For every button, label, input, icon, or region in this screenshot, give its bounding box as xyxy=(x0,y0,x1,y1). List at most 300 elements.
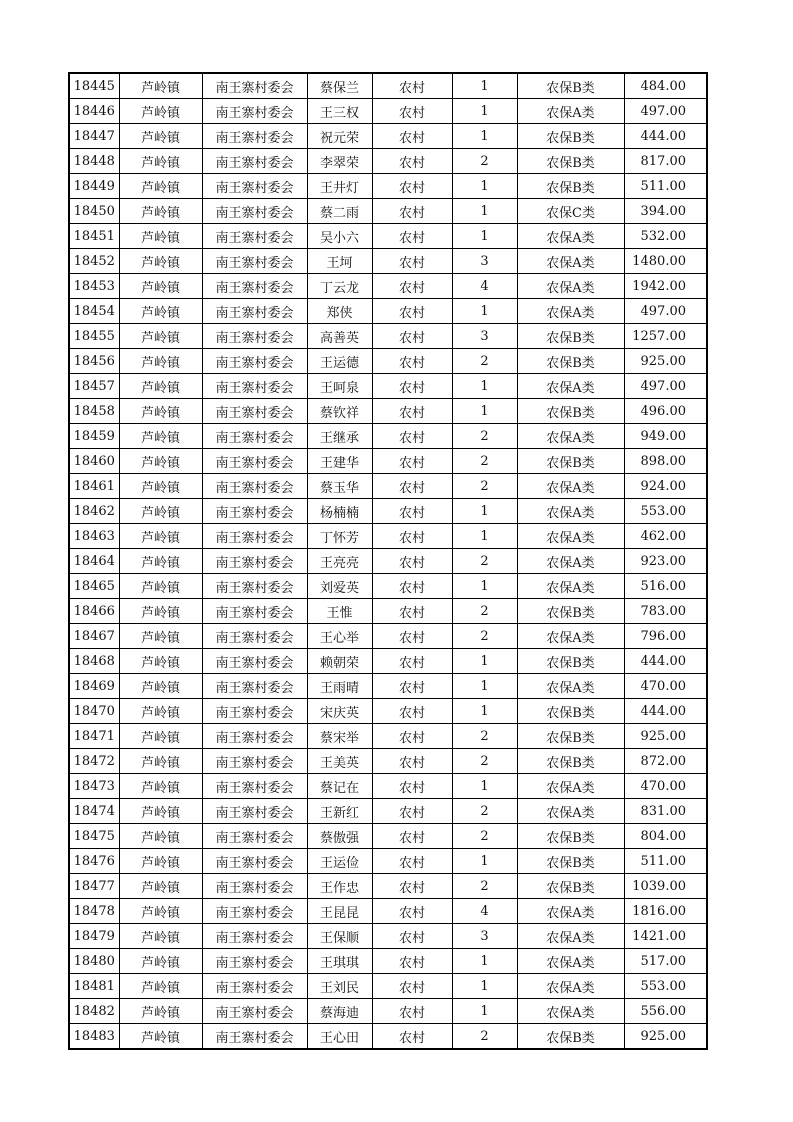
town-cell: 芦岭镇 xyxy=(119,674,202,699)
town-cell: 芦岭镇 xyxy=(119,524,202,549)
table-row xyxy=(69,149,707,174)
insurance-class-cell: 农保B类 xyxy=(517,149,624,174)
table-row xyxy=(69,299,707,324)
insurance-class-cell: 农保B类 xyxy=(517,649,624,674)
row-number: 18481 xyxy=(69,974,119,999)
insurance-class-cell: 农保B类 xyxy=(517,699,624,724)
table-row xyxy=(69,249,707,274)
row-number: 18475 xyxy=(69,824,119,849)
area-type-cell: 农村 xyxy=(372,374,452,399)
row-number: 18469 xyxy=(69,674,119,699)
household-count-cell: 1 xyxy=(452,73,517,99)
insurance-class-cell: 农保A类 xyxy=(517,549,624,574)
amount-cell: 783.00 xyxy=(624,599,707,624)
town-cell: 芦岭镇 xyxy=(119,924,202,949)
name-cell: 王雨晴 xyxy=(307,674,372,699)
area-type-cell: 农村 xyxy=(372,1024,452,1050)
amount-cell: 511.00 xyxy=(624,174,707,199)
name-cell: 王保顺 xyxy=(307,924,372,949)
table-row xyxy=(69,724,707,749)
town-cell: 芦岭镇 xyxy=(119,349,202,374)
town-cell: 芦岭镇 xyxy=(119,624,202,649)
area-type-cell: 农村 xyxy=(372,974,452,999)
table-row xyxy=(69,824,707,849)
area-type-cell: 农村 xyxy=(372,199,452,224)
row-number: 18446 xyxy=(69,99,119,124)
household-count-cell: 1 xyxy=(452,199,517,224)
household-count-cell: 2 xyxy=(452,449,517,474)
insurance-class-cell: 农保A类 xyxy=(517,799,624,824)
name-cell: 王运德 xyxy=(307,349,372,374)
town-cell: 芦岭镇 xyxy=(119,399,202,424)
village-cell: 南王寨村委会 xyxy=(202,449,307,474)
amount-cell: 470.00 xyxy=(624,774,707,799)
village-cell: 南王寨村委会 xyxy=(202,399,307,424)
name-cell: 丁怀芳 xyxy=(307,524,372,549)
town-cell: 芦岭镇 xyxy=(119,974,202,999)
town-cell: 芦岭镇 xyxy=(119,174,202,199)
village-cell: 南王寨村委会 xyxy=(202,199,307,224)
village-cell: 南王寨村委会 xyxy=(202,149,307,174)
area-type-cell: 农村 xyxy=(372,599,452,624)
village-cell: 南王寨村委会 xyxy=(202,924,307,949)
village-cell: 南王寨村委会 xyxy=(202,874,307,899)
table-row xyxy=(69,949,707,974)
row-number: 18464 xyxy=(69,549,119,574)
village-cell: 南王寨村委会 xyxy=(202,849,307,874)
area-type-cell: 农村 xyxy=(372,824,452,849)
town-cell: 芦岭镇 xyxy=(119,199,202,224)
amount-cell: 484.00 xyxy=(624,73,707,99)
table-row xyxy=(69,199,707,224)
insurance-class-cell: 农保B类 xyxy=(517,874,624,899)
area-type-cell: 农村 xyxy=(372,249,452,274)
area-type-cell: 农村 xyxy=(372,224,452,249)
household-count-cell: 2 xyxy=(452,1024,517,1050)
amount-cell: 497.00 xyxy=(624,299,707,324)
table-row xyxy=(69,774,707,799)
table-row xyxy=(69,124,707,149)
area-type-cell: 农村 xyxy=(372,99,452,124)
area-type-cell: 农村 xyxy=(372,324,452,349)
household-count-cell: 2 xyxy=(452,424,517,449)
insurance-class-cell: 农保B类 xyxy=(517,124,624,149)
household-count-cell: 1 xyxy=(452,99,517,124)
insurance-class-cell: 农保A类 xyxy=(517,924,624,949)
name-cell: 蔡钦祥 xyxy=(307,399,372,424)
village-cell: 南王寨村委会 xyxy=(202,73,307,99)
insurance-class-cell: 农保B类 xyxy=(517,324,624,349)
household-count-cell: 1 xyxy=(452,849,517,874)
table-row xyxy=(69,224,707,249)
amount-cell: 949.00 xyxy=(624,424,707,449)
village-cell: 南王寨村委会 xyxy=(202,599,307,624)
household-count-cell: 1 xyxy=(452,949,517,974)
table-row xyxy=(69,624,707,649)
town-cell: 芦岭镇 xyxy=(119,324,202,349)
amount-cell: 1816.00 xyxy=(624,899,707,924)
amount-cell: 444.00 xyxy=(624,649,707,674)
insurance-class-cell: 农保A类 xyxy=(517,949,624,974)
town-cell: 芦岭镇 xyxy=(119,874,202,899)
area-type-cell: 农村 xyxy=(372,274,452,299)
table-row xyxy=(69,374,707,399)
amount-cell: 553.00 xyxy=(624,974,707,999)
town-cell: 芦岭镇 xyxy=(119,274,202,299)
village-cell: 南王寨村委会 xyxy=(202,499,307,524)
name-cell: 杨楠楠 xyxy=(307,499,372,524)
area-type-cell: 农村 xyxy=(372,874,452,899)
household-count-cell: 1 xyxy=(452,649,517,674)
area-type-cell: 农村 xyxy=(372,499,452,524)
area-type-cell: 农村 xyxy=(372,849,452,874)
village-cell: 南王寨村委会 xyxy=(202,324,307,349)
row-number: 18454 xyxy=(69,299,119,324)
household-count-cell: 2 xyxy=(452,799,517,824)
insurance-class-cell: 农保A类 xyxy=(517,99,624,124)
amount-cell: 516.00 xyxy=(624,574,707,599)
household-count-cell: 2 xyxy=(452,549,517,574)
name-cell: 王呵泉 xyxy=(307,374,372,399)
name-cell: 王心举 xyxy=(307,624,372,649)
insurance-class-cell: 农保B类 xyxy=(517,849,624,874)
household-count-cell: 1 xyxy=(452,499,517,524)
insurance-class-cell: 农保B类 xyxy=(517,73,624,99)
area-type-cell: 农村 xyxy=(372,174,452,199)
name-cell: 王惟 xyxy=(307,599,372,624)
insurance-class-cell: 农保A类 xyxy=(517,224,624,249)
table-row xyxy=(69,399,707,424)
village-cell: 南王寨村委会 xyxy=(202,99,307,124)
name-cell: 蔡二雨 xyxy=(307,199,372,224)
table-row xyxy=(69,874,707,899)
town-cell: 芦岭镇 xyxy=(119,599,202,624)
row-number: 18456 xyxy=(69,349,119,374)
amount-cell: 511.00 xyxy=(624,849,707,874)
row-number: 18479 xyxy=(69,924,119,949)
name-cell: 王坷 xyxy=(307,249,372,274)
insurance-class-cell: 农保B类 xyxy=(517,599,624,624)
table-row xyxy=(69,549,707,574)
village-cell: 南王寨村委会 xyxy=(202,274,307,299)
amount-cell: 1257.00 xyxy=(624,324,707,349)
name-cell: 祝元荣 xyxy=(307,124,372,149)
village-cell: 南王寨村委会 xyxy=(202,724,307,749)
table-row xyxy=(69,449,707,474)
name-cell: 蔡海迪 xyxy=(307,999,372,1024)
area-type-cell: 农村 xyxy=(372,124,452,149)
table-row xyxy=(69,99,707,124)
insurance-class-cell: 农保B类 xyxy=(517,724,624,749)
area-type-cell: 农村 xyxy=(372,73,452,99)
household-count-cell: 1 xyxy=(452,124,517,149)
town-cell: 芦岭镇 xyxy=(119,499,202,524)
area-type-cell: 农村 xyxy=(372,624,452,649)
insurance-class-cell: 农保A类 xyxy=(517,899,624,924)
insurance-class-cell: 农保B类 xyxy=(517,349,624,374)
town-cell: 芦岭镇 xyxy=(119,949,202,974)
table-row xyxy=(69,674,707,699)
household-count-cell: 3 xyxy=(452,924,517,949)
row-number: 18465 xyxy=(69,574,119,599)
table-row xyxy=(69,574,707,599)
town-cell: 芦岭镇 xyxy=(119,824,202,849)
area-type-cell: 农村 xyxy=(372,474,452,499)
town-cell: 芦岭镇 xyxy=(119,224,202,249)
table-row xyxy=(69,999,707,1024)
town-cell: 芦岭镇 xyxy=(119,249,202,274)
insurance-class-cell: 农保A类 xyxy=(517,474,624,499)
insurance-class-cell: 农保A类 xyxy=(517,299,624,324)
table-row xyxy=(69,349,707,374)
area-type-cell: 农村 xyxy=(372,924,452,949)
village-cell: 南王寨村委会 xyxy=(202,949,307,974)
table-row xyxy=(69,924,707,949)
amount-cell: 1421.00 xyxy=(624,924,707,949)
town-cell: 芦岭镇 xyxy=(119,574,202,599)
household-count-cell: 1 xyxy=(452,774,517,799)
area-type-cell: 农村 xyxy=(372,574,452,599)
village-cell: 南王寨村委会 xyxy=(202,649,307,674)
area-type-cell: 农村 xyxy=(372,774,452,799)
household-count-cell: 1 xyxy=(452,674,517,699)
table-row xyxy=(69,749,707,774)
table-row xyxy=(69,274,707,299)
insurance-class-cell: 农保A类 xyxy=(517,374,624,399)
village-cell: 南王寨村委会 xyxy=(202,824,307,849)
household-count-cell: 1 xyxy=(452,374,517,399)
village-cell: 南王寨村委会 xyxy=(202,374,307,399)
area-type-cell: 农村 xyxy=(372,399,452,424)
household-count-cell: 4 xyxy=(452,274,517,299)
amount-cell: 517.00 xyxy=(624,949,707,974)
amount-cell: 898.00 xyxy=(624,449,707,474)
town-cell: 芦岭镇 xyxy=(119,449,202,474)
insurance-class-cell: 农保B类 xyxy=(517,749,624,774)
amount-cell: 872.00 xyxy=(624,749,707,774)
area-type-cell: 农村 xyxy=(372,549,452,574)
village-cell: 南王寨村委会 xyxy=(202,424,307,449)
insurance-class-cell: 农保A类 xyxy=(517,974,624,999)
household-count-cell: 2 xyxy=(452,149,517,174)
town-cell: 芦岭镇 xyxy=(119,149,202,174)
town-cell: 芦岭镇 xyxy=(119,99,202,124)
amount-cell: 470.00 xyxy=(624,674,707,699)
data-table xyxy=(68,72,708,1050)
area-type-cell: 农村 xyxy=(372,699,452,724)
insurance-class-cell: 农保B类 xyxy=(517,1024,624,1050)
household-count-cell: 4 xyxy=(452,899,517,924)
village-cell: 南王寨村委会 xyxy=(202,699,307,724)
town-cell: 芦岭镇 xyxy=(119,474,202,499)
name-cell: 赖朝荣 xyxy=(307,649,372,674)
household-count-cell: 1 xyxy=(452,524,517,549)
row-number: 18453 xyxy=(69,274,119,299)
name-cell: 王井灯 xyxy=(307,174,372,199)
amount-cell: 553.00 xyxy=(624,499,707,524)
name-cell: 王昆昆 xyxy=(307,899,372,924)
name-cell: 王新红 xyxy=(307,799,372,824)
insurance-class-cell: 农保A类 xyxy=(517,274,624,299)
name-cell: 刘爱英 xyxy=(307,574,372,599)
table-row xyxy=(69,73,707,99)
table-row xyxy=(69,499,707,524)
amount-cell: 444.00 xyxy=(624,699,707,724)
table-row xyxy=(69,1024,707,1050)
area-type-cell: 农村 xyxy=(372,674,452,699)
village-cell: 南王寨村委会 xyxy=(202,974,307,999)
household-count-cell: 1 xyxy=(452,299,517,324)
name-cell: 王美英 xyxy=(307,749,372,774)
village-cell: 南王寨村委会 xyxy=(202,624,307,649)
insurance-class-cell: 农保C类 xyxy=(517,199,624,224)
row-number: 18452 xyxy=(69,249,119,274)
household-count-cell: 2 xyxy=(452,624,517,649)
household-count-cell: 2 xyxy=(452,599,517,624)
village-cell: 南王寨村委会 xyxy=(202,124,307,149)
amount-cell: 1039.00 xyxy=(624,874,707,899)
household-count-cell: 2 xyxy=(452,349,517,374)
row-number: 18457 xyxy=(69,374,119,399)
area-type-cell: 农村 xyxy=(372,899,452,924)
row-number: 18455 xyxy=(69,324,119,349)
amount-cell: 497.00 xyxy=(624,99,707,124)
amount-cell: 497.00 xyxy=(624,374,707,399)
table-row xyxy=(69,974,707,999)
row-number: 18459 xyxy=(69,424,119,449)
table-row xyxy=(69,899,707,924)
row-number: 18471 xyxy=(69,724,119,749)
row-number: 18477 xyxy=(69,874,119,899)
household-count-cell: 1 xyxy=(452,224,517,249)
town-cell: 芦岭镇 xyxy=(119,849,202,874)
household-count-cell: 1 xyxy=(452,699,517,724)
row-number: 18445 xyxy=(69,73,119,99)
row-number: 18448 xyxy=(69,149,119,174)
row-number: 18458 xyxy=(69,399,119,424)
town-cell: 芦岭镇 xyxy=(119,899,202,924)
household-count-cell: 2 xyxy=(452,749,517,774)
household-count-cell: 1 xyxy=(452,399,517,424)
household-count-cell: 1 xyxy=(452,174,517,199)
area-type-cell: 农村 xyxy=(372,349,452,374)
household-count-cell: 2 xyxy=(452,474,517,499)
town-cell: 芦岭镇 xyxy=(119,774,202,799)
village-cell: 南王寨村委会 xyxy=(202,299,307,324)
amount-cell: 1480.00 xyxy=(624,249,707,274)
household-count-cell: 1 xyxy=(452,999,517,1024)
amount-cell: 394.00 xyxy=(624,199,707,224)
name-cell: 王作忠 xyxy=(307,874,372,899)
row-number: 18447 xyxy=(69,124,119,149)
town-cell: 芦岭镇 xyxy=(119,999,202,1024)
town-cell: 芦岭镇 xyxy=(119,749,202,774)
town-cell: 芦岭镇 xyxy=(119,424,202,449)
amount-cell: 817.00 xyxy=(624,149,707,174)
table-row xyxy=(69,849,707,874)
area-type-cell: 农村 xyxy=(372,449,452,474)
village-cell: 南王寨村委会 xyxy=(202,174,307,199)
row-number: 18461 xyxy=(69,474,119,499)
amount-cell: 444.00 xyxy=(624,124,707,149)
amount-cell: 496.00 xyxy=(624,399,707,424)
household-count-cell: 2 xyxy=(452,874,517,899)
area-type-cell: 农村 xyxy=(372,649,452,674)
town-cell: 芦岭镇 xyxy=(119,699,202,724)
row-number: 18463 xyxy=(69,524,119,549)
table-row xyxy=(69,524,707,549)
insurance-class-cell: 农保A类 xyxy=(517,249,624,274)
name-cell: 王运俭 xyxy=(307,849,372,874)
village-cell: 南王寨村委会 xyxy=(202,749,307,774)
name-cell: 王亮亮 xyxy=(307,549,372,574)
table-row xyxy=(69,424,707,449)
area-type-cell: 农村 xyxy=(372,999,452,1024)
row-number: 18482 xyxy=(69,999,119,1024)
insurance-class-cell: 农保A类 xyxy=(517,524,624,549)
village-cell: 南王寨村委会 xyxy=(202,574,307,599)
town-cell: 芦岭镇 xyxy=(119,299,202,324)
row-number: 18451 xyxy=(69,224,119,249)
insurance-class-cell: 农保A类 xyxy=(517,674,624,699)
insurance-class-cell: 农保B类 xyxy=(517,449,624,474)
area-type-cell: 农村 xyxy=(372,949,452,974)
row-number: 18476 xyxy=(69,849,119,874)
name-cell: 王继承 xyxy=(307,424,372,449)
insurance-class-cell: 农保A类 xyxy=(517,624,624,649)
insurance-class-cell: 农保A类 xyxy=(517,499,624,524)
amount-cell: 925.00 xyxy=(624,1024,707,1050)
insurance-class-cell: 农保A类 xyxy=(517,424,624,449)
amount-cell: 925.00 xyxy=(624,349,707,374)
row-number: 18472 xyxy=(69,749,119,774)
name-cell: 蔡宋举 xyxy=(307,724,372,749)
household-count-cell: 3 xyxy=(452,324,517,349)
village-cell: 南王寨村委会 xyxy=(202,524,307,549)
area-type-cell: 农村 xyxy=(372,149,452,174)
row-number: 18460 xyxy=(69,449,119,474)
name-cell: 宋庆英 xyxy=(307,699,372,724)
name-cell: 丁云龙 xyxy=(307,274,372,299)
town-cell: 芦岭镇 xyxy=(119,124,202,149)
name-cell: 李翠荣 xyxy=(307,149,372,174)
name-cell: 蔡傲强 xyxy=(307,824,372,849)
row-number: 18449 xyxy=(69,174,119,199)
village-cell: 南王寨村委会 xyxy=(202,899,307,924)
row-number: 18450 xyxy=(69,199,119,224)
amount-cell: 462.00 xyxy=(624,524,707,549)
table-row xyxy=(69,799,707,824)
insurance-class-cell: 农保A类 xyxy=(517,999,624,1024)
name-cell: 蔡保兰 xyxy=(307,73,372,99)
town-cell: 芦岭镇 xyxy=(119,724,202,749)
household-count-cell: 3 xyxy=(452,249,517,274)
village-cell: 南王寨村委会 xyxy=(202,799,307,824)
village-cell: 南王寨村委会 xyxy=(202,224,307,249)
household-count-cell: 2 xyxy=(452,824,517,849)
row-number: 18483 xyxy=(69,1024,119,1050)
household-count-cell: 1 xyxy=(452,974,517,999)
amount-cell: 831.00 xyxy=(624,799,707,824)
name-cell: 王刘民 xyxy=(307,974,372,999)
village-cell: 南王寨村委会 xyxy=(202,999,307,1024)
village-cell: 南王寨村委会 xyxy=(202,774,307,799)
name-cell: 王心田 xyxy=(307,1024,372,1050)
area-type-cell: 农村 xyxy=(372,524,452,549)
row-number: 18474 xyxy=(69,799,119,824)
amount-cell: 1942.00 xyxy=(624,274,707,299)
amount-cell: 925.00 xyxy=(624,724,707,749)
